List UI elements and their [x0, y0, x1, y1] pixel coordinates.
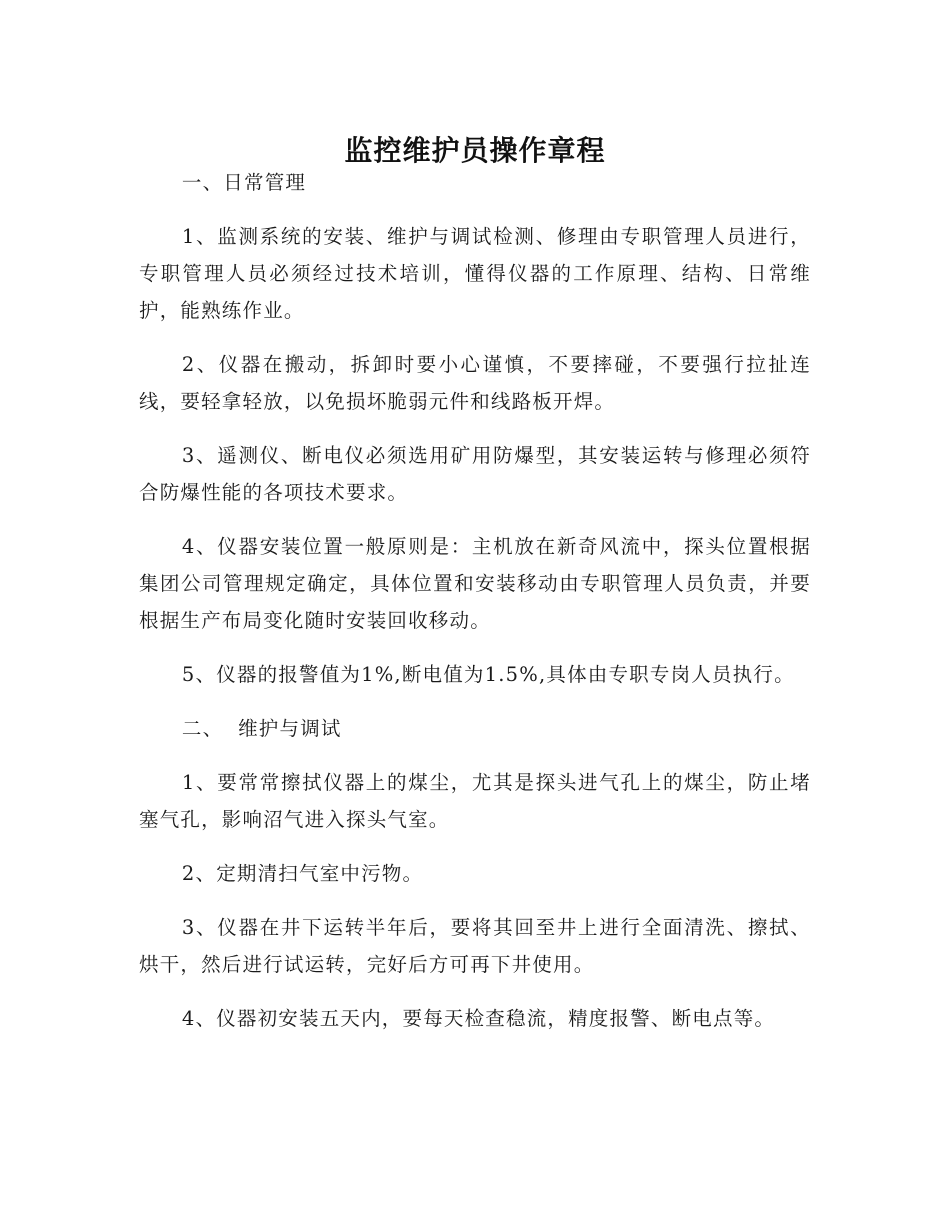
- section-heading-maintenance: 二、 维护与调试: [181, 717, 342, 740]
- paragraph: 4、仪器初安装五天内，要每天检查稳流，精度报警、断电点等。: [181, 1007, 776, 1030]
- paragraph: 2、仪器在搬动，拆卸时要小心谨慎，不要摔碰，不要强行拉扯连线，要轻拿轻放，以免损坏脆弱元件和线路板开焊。: [139, 353, 811, 413]
- section-heading-daily-management: 一、日常管理: [181, 171, 307, 194]
- paragraph: 3、仪器在井下运转半年后，要将其回至井上进行全面清洗、擦拭、烘干，然后进行试运转，完好后方可再下井使用。: [139, 916, 811, 976]
- paragraph: 1、监测系统的安装、维护与调试检测、修理由专职管理人员进行，专职管理人员必须经过技术培训，懂得仪器的工作原理、结构、日常维护，能熟练作业。: [139, 225, 811, 322]
- document-title: 监控维护员操作章程: [344, 133, 606, 167]
- paragraph: 4、仪器安装位置一般原则是：主机放在新奇风流中，探头位置根据集团公司管理规定确定，具体位置和安装移动由专职管理人员负责，并要根据生产布局变化随时安装回收移动。: [139, 535, 811, 632]
- paragraph: 5、仪器的报警值为1%,断电值为1.5%,具体由专职专岗人员执行。: [181, 663, 795, 686]
- paragraph: 3、遥测仪、断电仪必须选用矿用防爆型，其安装运转与修理必须符合防爆性能的各项技术要求。: [139, 444, 811, 504]
- paragraph: 2、定期清扫气室中污物。: [181, 862, 424, 885]
- document-body: [139, 164, 811, 1054]
- paragraph: 1、要常常擦拭仪器上的煤尘，尤其是探头进气孔上的煤尘，防止堵塞气孔，影响沼气进入探头气室。: [139, 771, 811, 831]
